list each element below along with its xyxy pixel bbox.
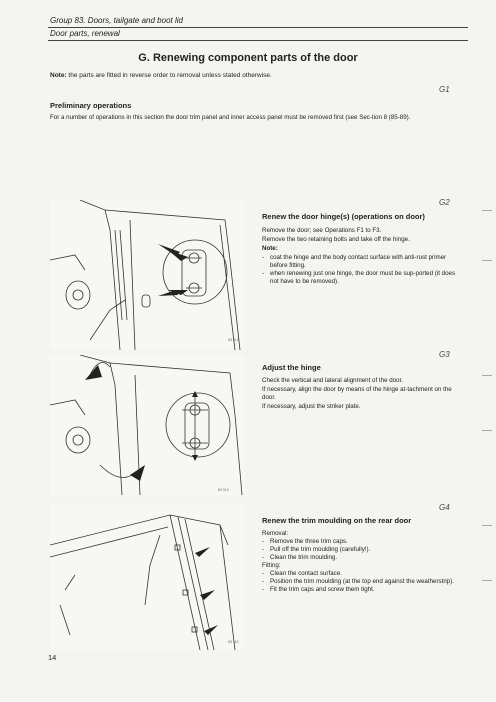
margin-mark bbox=[482, 430, 492, 431]
list-item: - Clean the trim moulding. bbox=[262, 554, 462, 562]
list-item: - Fit the trim caps and screw them tight. bbox=[262, 586, 462, 594]
g3-line-1: Check the vertical and lateral alignment of the door. bbox=[262, 377, 404, 384]
ref-g3: G3 bbox=[439, 350, 450, 359]
header-rule bbox=[48, 27, 468, 28]
g3-line-2: If necessary, align the door by means of the hinge at-tachment on the door. bbox=[262, 386, 452, 401]
ref-g1: G1 bbox=[439, 85, 450, 94]
g2-line2: Remove the two retaining bolts and take off the hinge. bbox=[262, 236, 410, 243]
note-text: the parts are fitted in reverse order to removal unless stated otherwise. bbox=[68, 72, 272, 79]
note-label: Note: bbox=[50, 72, 67, 79]
hinge-adjust-illustration bbox=[50, 355, 245, 495]
g1-text: For a number of operations in this section the door trim panel and inner access panel must be removed first (see Sec-tion 8 (85-89). bbox=[50, 114, 411, 121]
fig-code-g3: 83 014 bbox=[218, 488, 229, 492]
g2-note-list bbox=[262, 254, 462, 286]
fig-code-g2: 83 012 bbox=[228, 338, 239, 342]
fig-code-g4: 83 115 bbox=[228, 640, 239, 644]
g3-line-3: If necessary, adjust the striker plate. bbox=[262, 403, 361, 410]
hinge-illustration bbox=[50, 200, 245, 350]
page-number: 14 bbox=[48, 653, 57, 662]
page-title: G. Renewing component parts of the door bbox=[138, 52, 358, 64]
g4-heading: Renew the trim moulding on the rear door bbox=[262, 516, 412, 525]
header-group: Group 83. Doors, tailgate and boot lid bbox=[50, 16, 183, 25]
header-rule-2 bbox=[48, 40, 468, 41]
list-item: - Remove the three trim caps. bbox=[262, 538, 462, 546]
g4-removal-label: Removal: bbox=[262, 530, 289, 537]
g3-heading: Adjust the hinge bbox=[262, 363, 321, 372]
trim-moulding-illustration bbox=[50, 505, 245, 650]
g4-fitting-label: Fitting: bbox=[262, 562, 281, 569]
margin-mark bbox=[482, 260, 492, 261]
intro-note bbox=[50, 72, 272, 79]
g4-removal-list bbox=[262, 538, 462, 562]
ref-g4: G4 bbox=[439, 503, 450, 512]
list-item: - Pull off the trim moulding (carefully!). bbox=[262, 546, 462, 554]
ref-g2: G2 bbox=[439, 198, 450, 207]
margin-mark bbox=[482, 580, 492, 581]
g4-fitting-list bbox=[262, 570, 462, 594]
list-item: - coat the hinge and the body contact surface with anti-rust primer before fitting. bbox=[262, 254, 462, 270]
header-section: Door parts, renewal bbox=[50, 29, 120, 38]
list-item: - Clean the contact surface. bbox=[262, 570, 462, 578]
list-item: - Position the trim moulding (at the top end against the weatherstrip). bbox=[262, 578, 462, 586]
g2-line1: Remove the door; see Operations F1 to F3. bbox=[262, 227, 382, 234]
list-item: - when renewing just one hinge, the door must be sup-ported (it does not have to be removed). bbox=[262, 270, 462, 286]
margin-mark bbox=[482, 525, 492, 526]
g2-note-label: Note: bbox=[262, 245, 278, 252]
g1-heading: Preliminary operations bbox=[50, 101, 132, 110]
margin-mark bbox=[482, 210, 492, 211]
g2-heading: Renew the door hinge(s) (operations on door) bbox=[262, 212, 425, 221]
margin-mark bbox=[482, 375, 492, 376]
